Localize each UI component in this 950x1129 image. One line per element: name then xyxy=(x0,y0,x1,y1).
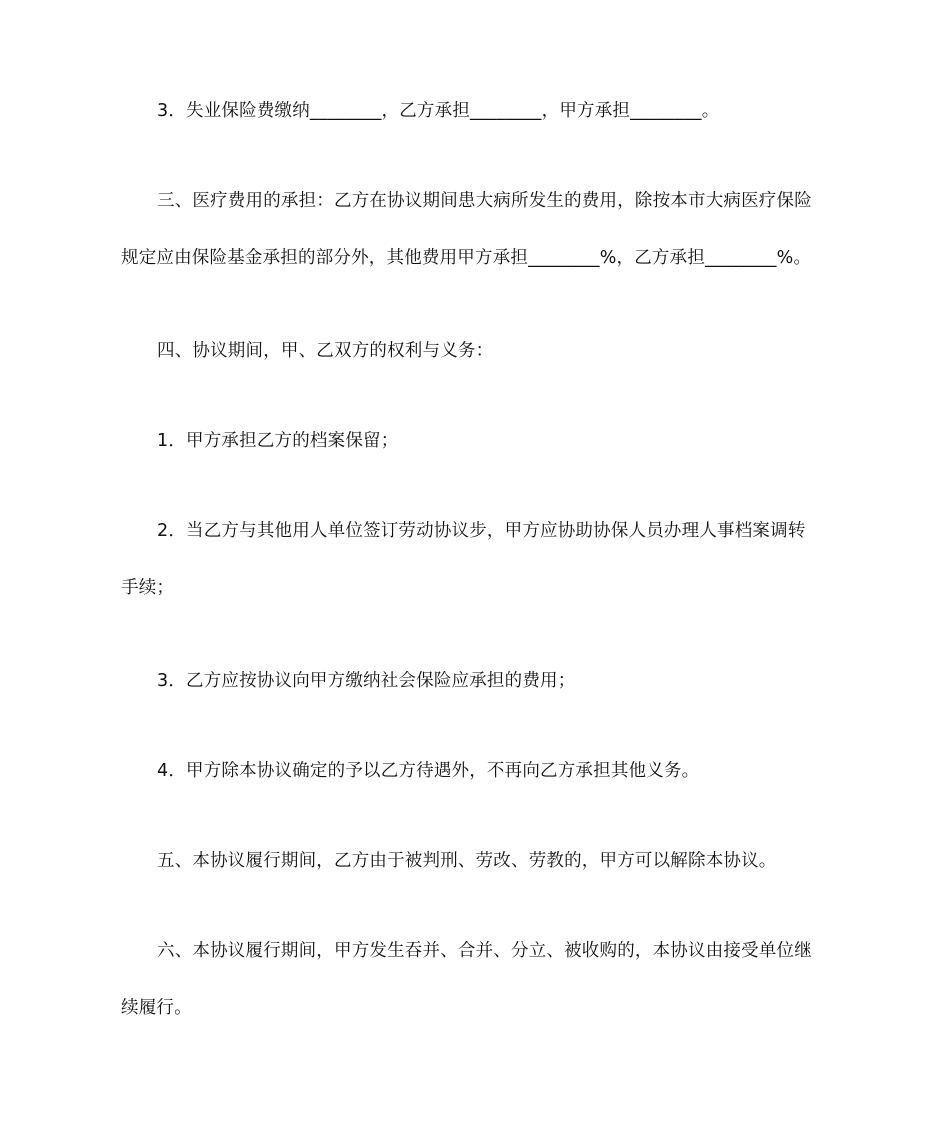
list-item-social-insurance-payment: 3．乙方应按协议向甲方缴纳社会保险应承担的费用； xyxy=(157,671,576,691)
list-item-archive-retention: 1．甲方承担乙方的档案保留； xyxy=(157,431,399,451)
paragraph-merger-succession-cont: 续履行。 xyxy=(121,998,192,1018)
list-item-archive-transfer: 2．当乙方与其他用人单位签订劳动协议步，甲方应协助协保人员办理人事档案调转 xyxy=(157,521,806,541)
paragraph-termination: 五、本协议履行期间，乙方由于被判刑、劳改、劳教的，甲方可以解除本协议。 xyxy=(157,851,777,871)
paragraph-medical-costs-cont: 规定应由保险基金承担的部分外，其他费用甲方承担________%，乙方承担________%。 xyxy=(121,248,812,268)
list-item-archive-transfer-cont: 手续； xyxy=(121,578,175,598)
paragraph-merger-succession: 六、本协议履行期间，甲方发生吞并、合并、分立、被收购的，本协议由接受单位继 xyxy=(157,941,812,961)
paragraph-medical-costs: 三、医疗费用的承担：乙方在协议期间患大病所发生的费用，除按本市大病医疗保险 xyxy=(157,191,812,211)
list-item-no-other-obligations: 4．甲方除本协议确定的予以乙方待遇外，不再向乙方承担其他义务。 xyxy=(157,761,700,781)
paragraph-unemployment-insurance: 3．失业保险费缴纳________，乙方承担________，甲方承担________。 xyxy=(157,101,720,121)
section-heading-rights-duties: 四、协议期间，甲、乙双方的权利与义务： xyxy=(157,341,494,361)
